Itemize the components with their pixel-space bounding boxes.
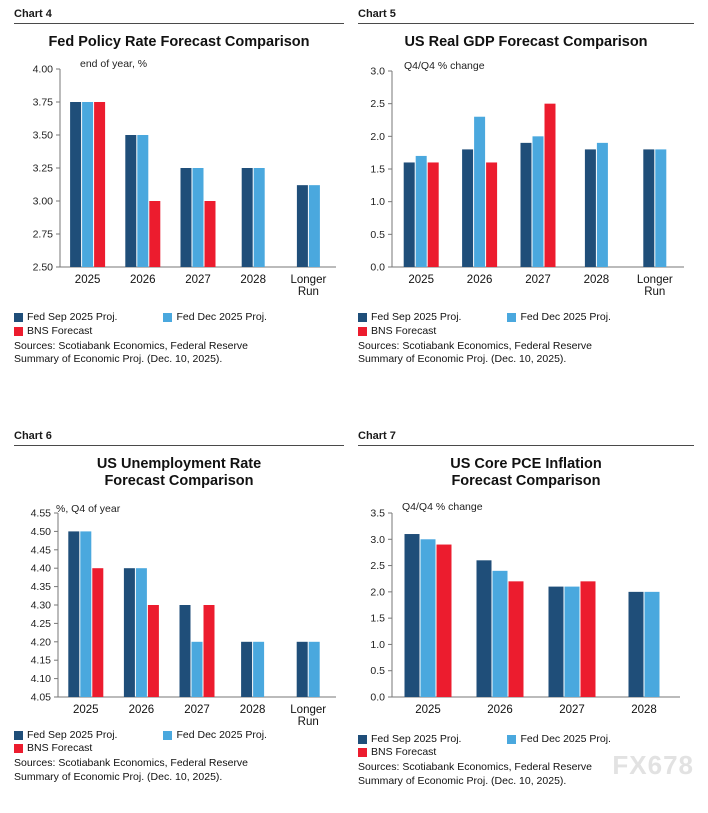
- svg-text:2027: 2027: [185, 274, 211, 287]
- legend-label-series2: Fed Dec 2025 Proj.: [520, 311, 611, 324]
- chart-legend: [358, 311, 694, 337]
- chart-legend: [14, 311, 344, 337]
- bar: [309, 642, 320, 697]
- svg-text:4.25: 4.25: [30, 617, 51, 630]
- legend-swatch-series3: [14, 327, 23, 336]
- legend-swatch-series3: [358, 748, 367, 757]
- legend-item-series3: [358, 746, 436, 759]
- legend-label-series2: Fed Dec 2025 Proj.: [520, 732, 611, 745]
- svg-text:3.50: 3.50: [32, 129, 53, 142]
- svg-text:1.5: 1.5: [370, 163, 385, 176]
- chart-label-divider: [14, 445, 344, 446]
- bar: [581, 581, 596, 697]
- bar: [585, 150, 596, 268]
- bar: [297, 642, 308, 697]
- chart-title: US Real GDP Forecast Comparison: [404, 34, 648, 50]
- chart-legend: [14, 729, 344, 755]
- chart-panel-5: [358, 8, 694, 367]
- svg-text:2025: 2025: [73, 703, 99, 716]
- chart-panel-7: [358, 430, 694, 788]
- bar: [404, 163, 415, 268]
- bar-chart-svg: [14, 499, 344, 727]
- svg-text:4.35: 4.35: [30, 580, 51, 593]
- plot-area: [14, 59, 344, 309]
- chart-label: Chart 6: [14, 430, 52, 442]
- legend-item-series1: [358, 733, 461, 746]
- svg-text:2.0: 2.0: [370, 586, 385, 599]
- legend-item-series3: [358, 325, 436, 338]
- bar: [68, 531, 79, 697]
- legend-swatch-series2: [163, 313, 172, 322]
- legend-item-series2: [507, 311, 610, 324]
- bar: [136, 568, 147, 697]
- bar: [124, 568, 135, 697]
- bar: [149, 201, 160, 267]
- bar: [645, 592, 660, 697]
- chart-title: Fed Policy Rate Forecast Comparison: [48, 34, 310, 50]
- svg-text:0.5: 0.5: [370, 664, 385, 677]
- legend-swatch-series1: [14, 731, 23, 740]
- chart-source: Sources: Scotiabank Economics, Federal Reserve Summary of Economic Proj. (Dec. 10, 2025).: [14, 339, 249, 366]
- legend-item-series2: [507, 733, 610, 746]
- bar: [509, 581, 524, 697]
- svg-text:2028: 2028: [239, 703, 266, 716]
- svg-text:3.0: 3.0: [370, 533, 385, 546]
- svg-text:2.50: 2.50: [32, 261, 53, 274]
- bar: [533, 137, 544, 268]
- svg-text:Longer: Longer: [290, 703, 327, 716]
- legend-swatch-series2: [507, 735, 516, 744]
- chart-source: Sources: Scotiabank Economics, Federal Reserve Summary of Economic Proj. (Dec. 10, 2025).: [358, 761, 593, 787]
- bar: [94, 102, 105, 267]
- legend-swatch-series2: [507, 313, 516, 322]
- chart-source: Sources: Scotiabank Economics, Federal Reserve Summary of Economic Proj. (Dec. 10, 2025).: [14, 757, 249, 783]
- svg-text:4.50: 4.50: [30, 525, 51, 538]
- bar: [70, 102, 81, 267]
- axis-unit-note: %, Q4 of year: [56, 502, 121, 515]
- legend-item-series1: [358, 311, 461, 324]
- chart-label-divider: [14, 23, 344, 24]
- svg-text:4.15: 4.15: [30, 654, 51, 667]
- svg-text:Longer: Longer: [290, 274, 327, 287]
- svg-text:3.25: 3.25: [32, 162, 53, 175]
- svg-text:Run: Run: [297, 286, 319, 299]
- legend-item-series3: [14, 742, 92, 755]
- legend-item-series2: [163, 729, 266, 742]
- svg-text:3.5: 3.5: [370, 507, 385, 520]
- svg-text:1.0: 1.0: [370, 638, 385, 651]
- chart-label-divider: [358, 445, 694, 446]
- chart-legend: [358, 733, 694, 759]
- bar: [643, 150, 654, 268]
- legend-item-series1: [14, 729, 117, 742]
- legend-label-series1: Fed Sep 2025 Proj.: [27, 728, 118, 741]
- bar: [477, 560, 492, 697]
- bar: [205, 201, 216, 267]
- plot-area: [358, 59, 694, 309]
- bar: [486, 163, 497, 268]
- bar: [597, 143, 608, 267]
- svg-text:4.40: 4.40: [30, 562, 51, 575]
- bar: [493, 571, 508, 697]
- chart-panel-6: [14, 430, 344, 784]
- chart-panel-4: [14, 8, 344, 367]
- legend-label-series3: BNS Forecast: [27, 741, 93, 754]
- bar: [421, 539, 436, 697]
- svg-text:2027: 2027: [559, 703, 585, 716]
- legend-swatch-series3: [358, 327, 367, 336]
- svg-text:3.75: 3.75: [32, 96, 53, 109]
- bar: [242, 168, 253, 267]
- legend-item-series2: [163, 311, 266, 324]
- bar: [297, 186, 308, 268]
- legend-swatch-series3: [14, 744, 23, 753]
- bar: [80, 531, 91, 697]
- legend-swatch-series1: [14, 313, 23, 322]
- bar: [437, 544, 452, 696]
- svg-text:2025: 2025: [74, 274, 101, 287]
- bar: [193, 168, 204, 267]
- legend-swatch-series1: [358, 313, 367, 322]
- legend-label-series2: Fed Dec 2025 Proj.: [176, 311, 267, 324]
- bar: [180, 605, 191, 697]
- svg-text:0.5: 0.5: [370, 229, 385, 242]
- bar: [405, 534, 420, 697]
- legend-label-series1: Fed Sep 2025 Proj.: [371, 311, 462, 324]
- legend-label-series3: BNS Forecast: [371, 745, 437, 758]
- chart-title: US Unemployment Rate Forecast Comparison: [96, 456, 262, 490]
- bar: [545, 104, 556, 267]
- plot-area: [358, 499, 694, 731]
- svg-text:2.0: 2.0: [370, 131, 385, 144]
- svg-text:2028: 2028: [240, 274, 266, 287]
- svg-text:4.45: 4.45: [30, 544, 51, 557]
- bar: [629, 592, 644, 697]
- bar: [655, 150, 666, 268]
- chart-label: Chart 4: [14, 8, 52, 20]
- legend-label-series1: Fed Sep 2025 Proj.: [371, 732, 462, 745]
- svg-text:1.5: 1.5: [370, 612, 385, 625]
- svg-text:2028: 2028: [583, 274, 610, 287]
- svg-text:3.0: 3.0: [370, 65, 385, 78]
- svg-text:2.5: 2.5: [370, 559, 385, 572]
- svg-text:4.05: 4.05: [30, 691, 51, 704]
- svg-text:4.55: 4.55: [30, 507, 51, 520]
- bar: [253, 642, 264, 697]
- svg-text:Run: Run: [644, 286, 666, 299]
- svg-text:2026: 2026: [487, 703, 513, 716]
- svg-text:2.75: 2.75: [32, 228, 53, 241]
- svg-text:0.0: 0.0: [370, 261, 385, 274]
- svg-text:3.00: 3.00: [32, 195, 53, 208]
- bar: [148, 605, 159, 697]
- bar: [309, 186, 320, 268]
- bar-chart-svg: [14, 59, 344, 309]
- bar: [82, 102, 93, 267]
- svg-text:2027: 2027: [184, 703, 210, 716]
- chart-title: US Core PCE Inflation Forecast Comparison: [450, 456, 602, 490]
- axis-unit-note: Q4/Q4 % change: [404, 60, 485, 73]
- bar-chart-svg: [358, 59, 694, 309]
- svg-text:Run: Run: [297, 715, 319, 727]
- svg-text:4.20: 4.20: [30, 636, 51, 649]
- bar: [192, 642, 203, 697]
- axis-unit-note: Q4/Q4 % change: [402, 500, 483, 513]
- legend-swatch-series2: [163, 731, 172, 740]
- svg-text:2.5: 2.5: [370, 98, 385, 111]
- svg-text:2027: 2027: [525, 274, 551, 287]
- axis-unit-note: end of year, %: [80, 58, 148, 71]
- legend-label-series2: Fed Dec 2025 Proj.: [176, 728, 267, 741]
- chart-label: Chart 5: [358, 8, 396, 20]
- bar: [92, 568, 103, 697]
- svg-text:4.30: 4.30: [30, 599, 51, 612]
- bar: [204, 605, 215, 697]
- bar: [241, 642, 252, 697]
- svg-text:4.10: 4.10: [30, 672, 51, 685]
- svg-text:2025: 2025: [408, 274, 434, 287]
- bar: [462, 150, 473, 268]
- chart-label-divider: [358, 23, 694, 24]
- legend-item-series1: [14, 311, 117, 324]
- bar: [254, 168, 265, 267]
- bar: [565, 586, 580, 696]
- svg-text:Longer: Longer: [636, 274, 673, 287]
- svg-text:0.0: 0.0: [370, 691, 385, 704]
- bar: [181, 168, 192, 267]
- legend-label-series3: BNS Forecast: [27, 324, 93, 337]
- bar-chart-svg: [358, 499, 694, 731]
- legend-item-series3: [14, 325, 92, 338]
- svg-text:2026: 2026: [130, 274, 156, 287]
- svg-text:4.00: 4.00: [32, 63, 53, 76]
- bar: [428, 163, 439, 268]
- legend-label-series1: Fed Sep 2025 Proj.: [27, 311, 118, 324]
- bar: [521, 143, 532, 267]
- bar: [549, 586, 564, 696]
- svg-text:2026: 2026: [466, 274, 493, 287]
- legend-swatch-series1: [358, 735, 367, 744]
- bar: [125, 135, 136, 267]
- svg-text:2028: 2028: [631, 703, 657, 716]
- svg-text:2025: 2025: [415, 703, 441, 716]
- plot-area: [14, 499, 344, 727]
- bar: [416, 156, 427, 267]
- chart-source: Sources: Scotiabank Economics, Federal Reserve Summary of Economic Proj. (Dec. 10, 2025).: [358, 339, 593, 366]
- svg-text:2026: 2026: [128, 703, 155, 716]
- bar: [474, 117, 485, 267]
- watermark: FX678: [612, 750, 694, 780]
- bar: [137, 135, 148, 267]
- svg-text:1.0: 1.0: [370, 196, 385, 209]
- chart-label: Chart 7: [358, 430, 396, 442]
- legend-label-series3: BNS Forecast: [371, 324, 437, 337]
